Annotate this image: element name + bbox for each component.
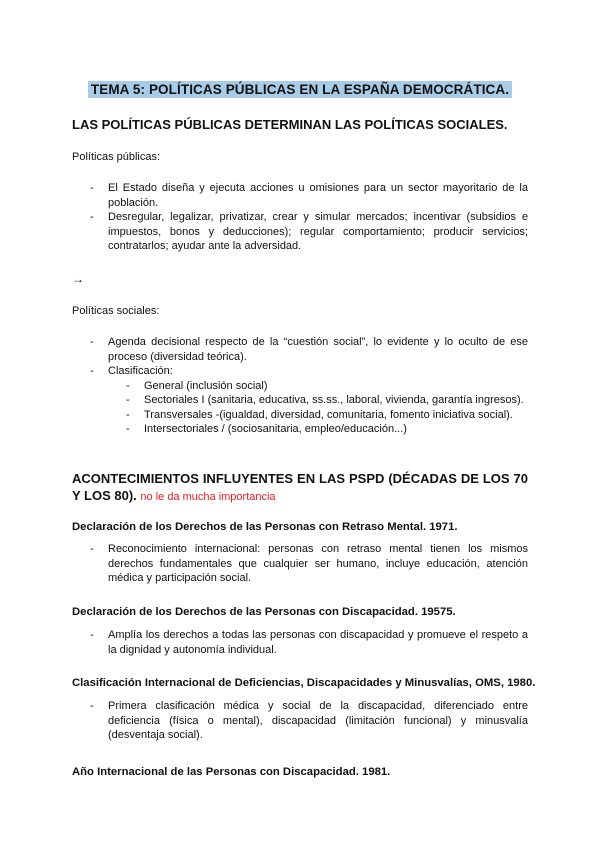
- list-item: - Agenda decisional respecto de la “cuestión social”, lo evidente y lo oculto de ese proceso (diversidad teórica).: [72, 335, 528, 364]
- event-title: Clasificación Internacional de Deficiencias, Discapacidades y Minusvalías, OMS, 1980.: [72, 677, 536, 689]
- event-title: Declaración de los Derechos de las Personas con Discapacidad. 19575.: [72, 606, 456, 618]
- clasificacion-list: [108, 379, 528, 437]
- sociales-list: [72, 335, 528, 437]
- list-item: - Primera clasificación médica y social de la discapacidad, diferenciado entre deficiencia (física o mental), discapacidad (limitación funcional) y minusvalía (desventaja social).: [72, 699, 528, 743]
- list-item: - El Estado diseña y ejecuta acciones u omisiones para un sector mayoritario de la población.: [72, 181, 528, 210]
- section2-heading: [72, 470, 528, 506]
- section2-heading-text: ACONTECIMIENTOS INFLUYENTES EN LAS PSPD (DÉCADAS DE LOS 70 Y LOS 80).: [72, 471, 528, 503]
- annotation-note: no le da mucha importancia: [140, 491, 276, 503]
- clasificacion-label: Clasificación:: [108, 365, 173, 377]
- event-list: [72, 542, 528, 586]
- list-item: - Intersectoriales / (sociosanitaria, empleo/educación...): [108, 422, 528, 437]
- document-title: TEMA 5: POLÍTICAS PÚBLICAS EN LA ESPAÑA DEMOCRÁTICA.: [88, 81, 512, 98]
- section1-heading: LAS POLÍTICAS PÚBLICAS DETERMINAN LAS POLÍTICAS SOCIALES.: [72, 117, 508, 132]
- list-item: - Reconocimiento internacional: personas con retraso mental tienen los mismos derechos fundamentales que cualquier ser humano, incluye educación, atención médica y participación social.: [72, 542, 528, 586]
- arrow-icon: →: [72, 272, 84, 286]
- list-item: - Desregular, legalizar, privatizar, crear y simular mercados; incentivar (subsidios e impuestos, bonos y deducciones); regular comportamiento; producir servicios; contratarlos; ayudar ante la adversidad.: [72, 210, 528, 254]
- sociales-label: Políticas sociales:: [72, 305, 160, 317]
- event-list: [72, 628, 528, 657]
- list-item: [72, 364, 528, 437]
- document-title-wrap: [0, 81, 600, 99]
- list-item: - General (inclusión social): [108, 379, 528, 394]
- list-item: - Transversales -(igualdad, diversidad, comunitaria, fomento iniciativa social).: [108, 408, 528, 423]
- event-title: Declaración de los Derechos de las Personas con Retraso Mental. 1971.: [72, 521, 458, 533]
- list-item: - Amplía los derechos a todas las personas con discapacidad y promueve el respeto a la dignidad y autonomía individual.: [72, 628, 528, 657]
- publicas-label: Políticas públicas:: [72, 151, 161, 163]
- list-item: - Sectoriales I (sanitaria, educativa, ss.ss., laboral, vivienda, garantía ingresos).: [108, 393, 528, 408]
- publicas-list: [72, 181, 528, 254]
- event-title: Año Internacional de las Personas con Discapacidad. 1981.: [72, 766, 391, 778]
- event-list: [72, 699, 528, 743]
